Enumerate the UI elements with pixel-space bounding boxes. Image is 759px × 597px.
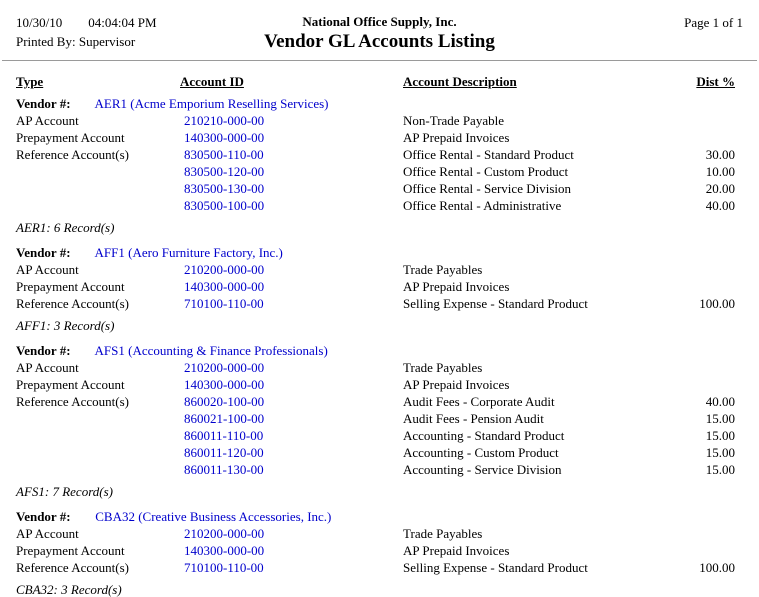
account-row xyxy=(0,461,759,478)
account-id-link[interactable]: 140300-000-00 xyxy=(184,377,265,392)
dist-percent-cell: 20.00 xyxy=(705,181,735,196)
account-row xyxy=(0,278,759,295)
account-type-cell: Reference Account(s) xyxy=(16,147,129,162)
account-description-cell: Accounting - Custom Product xyxy=(403,445,559,460)
account-description-cell: Office Rental - Custom Product xyxy=(403,164,569,179)
account-id-link[interactable]: 140300-000-00 xyxy=(184,130,265,145)
vendor-header-row xyxy=(0,95,759,112)
vendor-record-count: AFF1: 3 Record(s) xyxy=(16,318,115,333)
vendor-record-count: AFS1: 7 Record(s) xyxy=(16,484,113,499)
dist-percent-cell: 10.00 xyxy=(705,164,735,179)
account-id-link[interactable]: 140300-000-00 xyxy=(184,543,265,558)
vendor-number-label: Vendor #: xyxy=(16,509,71,524)
account-row xyxy=(0,197,759,214)
dist-percent-cell xyxy=(675,525,735,542)
column-header-row xyxy=(0,73,759,90)
vendor-number-label: Vendor #: xyxy=(16,245,71,260)
vendor-header-row xyxy=(0,508,759,525)
account-type-cell xyxy=(16,444,180,461)
vendor-account-rows xyxy=(0,112,759,214)
dist-percent-cell xyxy=(675,278,735,295)
vendor-header-row xyxy=(0,244,759,261)
account-type-cell: Prepayment Account xyxy=(16,279,125,294)
account-row xyxy=(0,427,759,444)
account-id-link[interactable]: 830500-110-00 xyxy=(184,147,264,162)
vendor-name-link[interactable]: AFF1 (Aero Furniture Factory, Inc.) xyxy=(94,245,283,260)
account-id-link[interactable]: 210200-000-00 xyxy=(184,360,265,375)
account-description-cell: Non-Trade Payable xyxy=(403,113,504,128)
vendor-section xyxy=(0,342,759,500)
vendor-account-rows xyxy=(0,261,759,312)
dist-percent-cell: 15.00 xyxy=(705,411,735,426)
account-type-cell: AP Account xyxy=(16,262,79,277)
account-description-cell: Trade Payables xyxy=(403,526,483,541)
account-id-link[interactable]: 710100-110-00 xyxy=(184,560,264,575)
vendor-section xyxy=(0,508,759,597)
account-description-cell: Audit Fees - Corporate Audit xyxy=(403,394,555,409)
account-row xyxy=(0,393,759,410)
account-description-cell: Office Rental - Service Division xyxy=(403,181,571,196)
column-header-account-description: Account Description xyxy=(403,74,517,89)
account-type-cell: Reference Account(s) xyxy=(16,394,129,409)
date-time-line xyxy=(16,14,264,31)
account-description-cell: Office Rental - Standard Product xyxy=(403,147,574,162)
vendor-name-link[interactable]: AFS1 (Accounting & Finance Professionals) xyxy=(94,343,328,358)
vendor-account-rows xyxy=(0,525,759,576)
account-id-link[interactable]: 210210-000-00 xyxy=(184,113,265,128)
account-type-cell xyxy=(16,410,180,427)
dist-percent-cell: 15.00 xyxy=(705,445,735,460)
account-type-cell xyxy=(16,461,180,478)
account-description-cell: Office Rental - Administrative xyxy=(403,198,562,213)
account-type-cell: Prepayment Account xyxy=(16,543,125,558)
account-row xyxy=(0,542,759,559)
account-description-cell: Accounting - Service Division xyxy=(403,462,562,477)
account-type-cell: AP Account xyxy=(16,360,79,375)
vendor-name-link[interactable]: CBA32 (Creative Business Accessories, Inc.) xyxy=(95,509,332,524)
account-id-link[interactable]: 830500-100-00 xyxy=(184,198,265,213)
account-description-cell: AP Prepaid Invoices xyxy=(403,130,510,145)
dist-percent-cell: 15.00 xyxy=(705,428,735,443)
account-type-cell xyxy=(16,197,180,214)
header-left-block xyxy=(16,14,264,50)
account-description-cell: Trade Payables xyxy=(403,360,483,375)
account-description-cell: Selling Expense - Standard Product xyxy=(403,296,588,311)
report-title: Vendor GL Accounts Listing xyxy=(264,31,495,52)
column-header-type: Type xyxy=(16,74,44,89)
report-date: 10/30/10 xyxy=(16,15,63,30)
account-row xyxy=(0,146,759,163)
vendor-section xyxy=(0,244,759,334)
account-description-cell: Audit Fees - Pension Audit xyxy=(403,411,544,426)
vendor-number-label: Vendor #: xyxy=(16,96,71,111)
company-name: National Office Supply, Inc. xyxy=(302,14,457,29)
dist-percent-cell xyxy=(675,359,735,376)
account-type-cell: Prepayment Account xyxy=(16,377,125,392)
account-type-cell: Reference Account(s) xyxy=(16,560,129,575)
account-row xyxy=(0,376,759,393)
report-time: 04:04:04 PM xyxy=(88,15,157,30)
account-type-cell: AP Account xyxy=(16,526,79,541)
account-row xyxy=(0,112,759,129)
account-row xyxy=(0,180,759,197)
account-id-link[interactable]: 210200-000-00 xyxy=(184,262,265,277)
header-center-block xyxy=(264,14,495,53)
account-row xyxy=(0,261,759,278)
account-id-link[interactable]: 860011-110-00 xyxy=(184,428,264,443)
account-id-link[interactable]: 210200-000-00 xyxy=(184,526,265,541)
dist-percent-cell xyxy=(675,112,735,129)
account-row xyxy=(0,444,759,461)
column-header-account-id: Account ID xyxy=(180,74,244,89)
account-row xyxy=(0,163,759,180)
dist-percent-cell xyxy=(675,261,735,278)
account-type-cell xyxy=(16,180,180,197)
vendor-section xyxy=(0,95,759,236)
dist-percent-cell: 15.00 xyxy=(705,462,735,477)
account-type-cell: Prepayment Account xyxy=(16,130,125,145)
account-id-link[interactable]: 860021-100-00 xyxy=(184,411,265,426)
page-number: Page 1 of 1 xyxy=(684,15,743,30)
account-type-cell: AP Account xyxy=(16,113,79,128)
account-description-cell: Selling Expense - Standard Product xyxy=(403,560,588,575)
vendor-record-count: CBA32: 3 Record(s) xyxy=(16,582,122,597)
account-description-cell: Accounting - Standard Product xyxy=(403,428,565,443)
account-row xyxy=(0,525,759,542)
account-id-link[interactable]: 830500-130-00 xyxy=(184,181,265,196)
account-row xyxy=(0,410,759,427)
account-id-link[interactable]: 860020-100-00 xyxy=(184,394,265,409)
vendor-account-rows xyxy=(0,359,759,478)
report-body xyxy=(0,95,759,597)
dist-percent-cell: 100.00 xyxy=(699,560,735,575)
account-type-cell xyxy=(16,427,180,444)
account-id-link[interactable]: 860011-120-00 xyxy=(184,445,264,460)
account-row xyxy=(0,359,759,376)
dist-percent-cell: 30.00 xyxy=(705,147,735,162)
report-header xyxy=(0,0,759,53)
dist-percent-cell: 100.00 xyxy=(699,296,735,311)
vendor-number-label: Vendor #: xyxy=(16,343,71,358)
account-description-cell: AP Prepaid Invoices xyxy=(403,543,510,558)
printed-by-line xyxy=(16,33,264,50)
column-header-dist-percent: Dist % xyxy=(696,74,735,89)
dist-percent-cell xyxy=(675,129,735,146)
account-type-cell: Reference Account(s) xyxy=(16,296,129,311)
dist-percent-cell xyxy=(675,542,735,559)
dist-percent-cell: 40.00 xyxy=(705,394,735,409)
account-description-cell: AP Prepaid Invoices xyxy=(403,279,510,294)
vendor-record-count: AER1: 6 Record(s) xyxy=(16,220,115,235)
account-description-cell: AP Prepaid Invoices xyxy=(403,377,510,392)
account-id-link[interactable]: 140300-000-00 xyxy=(184,279,265,294)
dist-percent-cell: 40.00 xyxy=(705,198,735,213)
vendor-header-row xyxy=(0,342,759,359)
account-row xyxy=(0,295,759,312)
printed-by-label: Printed By: xyxy=(16,34,76,49)
account-row xyxy=(0,129,759,146)
account-id-link[interactable]: 710100-110-00 xyxy=(184,296,264,311)
vendor-name-link[interactable]: AER1 (Acme Emporium Reselling Services) xyxy=(94,96,329,111)
printed-by-name: Supervisor xyxy=(78,34,136,49)
dist-percent-cell xyxy=(675,376,735,393)
account-id-link[interactable]: 860011-130-00 xyxy=(184,462,264,477)
header-divider-rule xyxy=(2,60,757,61)
account-description-cell: Trade Payables xyxy=(403,262,483,277)
account-id-link[interactable]: 830500-120-00 xyxy=(184,164,265,179)
account-row xyxy=(0,559,759,576)
account-type-cell xyxy=(16,163,180,180)
